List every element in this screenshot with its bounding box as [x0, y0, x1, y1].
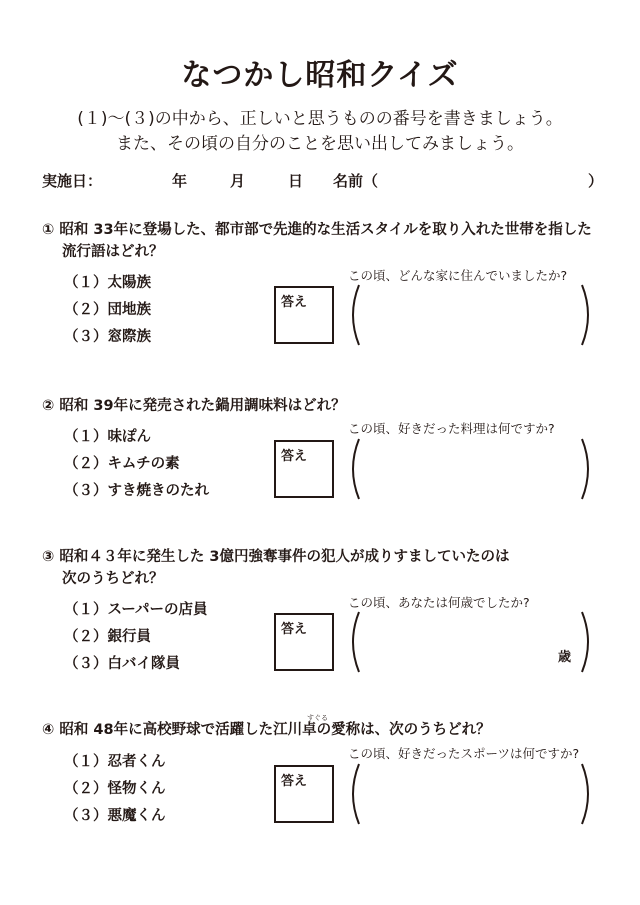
question-2-text: ② 昭和 39年に発売された鍋用調味料はどれ？ — [42, 398, 346, 414]
answer-box[interactable]: 答え — [274, 613, 334, 671]
option-1: （１）忍者くん — [64, 754, 166, 770]
option-2: （２）怪物くん — [64, 781, 166, 797]
memory-answer-area[interactable] — [362, 440, 580, 498]
left-paren-icon — [345, 610, 361, 674]
answer-box[interactable]: 答え — [274, 765, 334, 823]
question-1-text-line2: 流行語はどれ？ — [62, 244, 164, 260]
right-paren-icon — [580, 283, 596, 347]
memory-prompt: この頃、あなたは何歳でしたか? — [348, 595, 530, 610]
left-paren-icon — [345, 762, 361, 826]
option-1: （１）太陽族 — [64, 275, 151, 291]
option-3: （３）白バイ隊員 — [64, 656, 180, 672]
day-label: 日 — [288, 172, 304, 190]
name-label: 名前（ — [333, 172, 379, 190]
month-label: 月 — [230, 172, 246, 190]
left-paren-icon — [345, 283, 361, 347]
memory-answer-area[interactable] — [362, 286, 580, 344]
option-2: （２）キムチの素 — [64, 456, 180, 472]
memory-prompt: この頃、好きだったスポーツは何ですか? — [348, 746, 580, 761]
date-label: 実施日： — [42, 172, 103, 190]
question-1-text: ① 昭和 33年に登場した、都市部で先進的な生活スタイルを取り入れた世帯を指した — [42, 222, 592, 238]
option-1: （１）味ぽん — [64, 429, 151, 445]
option-3: （３）窓際族 — [64, 329, 151, 345]
option-2: （２）団地族 — [64, 302, 151, 318]
option-3: （３）悪魔くん — [64, 808, 166, 824]
left-paren-icon — [345, 437, 361, 501]
question-3-text-line2: 次のうちどれ？ — [62, 571, 164, 587]
name-close-paren: ） — [588, 172, 604, 190]
option-1: （１）スーパーの店員 — [64, 602, 208, 618]
instruction-line-2: また、その頃の自分のことを思い出してみましょう。 — [116, 134, 524, 154]
instruction-line-1: (１)〜(３)の中から、正しいと思うものの番号を書きましょう。 — [77, 109, 563, 129]
right-paren-icon — [580, 762, 596, 826]
question-4-text: ④ 昭和 48年に高校野球で活躍した江川卓の愛称は、次のうちどれ？ — [42, 722, 491, 738]
question-number: ③ — [42, 549, 55, 565]
question-number: ① — [42, 222, 55, 238]
option-3: （３）すき焼きのたれ — [64, 483, 209, 499]
question-number: ④ — [42, 722, 55, 738]
year-label: 年 — [172, 172, 188, 190]
question-number: ② — [42, 398, 55, 414]
right-paren-icon — [580, 610, 596, 674]
age-answer-area[interactable] — [362, 613, 552, 671]
memory-answer-area[interactable] — [362, 765, 580, 823]
page-title: なつかし昭和クイズ — [181, 58, 459, 93]
memory-prompt: この頃、どんな家に住んでいましたか? — [348, 268, 568, 283]
memory-prompt: この頃、好きだった料理は何ですか? — [348, 421, 555, 436]
right-paren-icon — [580, 437, 596, 501]
answer-box[interactable]: 答え — [274, 440, 334, 498]
option-2: （２）銀行員 — [64, 629, 151, 645]
answer-box[interactable]: 答え — [274, 286, 334, 344]
question-3-text: ③ 昭和４３年に発生した 3億円強奪事件の犯人が成りすましていたのは — [42, 549, 510, 565]
furigana: すぐる — [307, 714, 328, 722]
age-unit-label: 歳 — [558, 650, 572, 665]
